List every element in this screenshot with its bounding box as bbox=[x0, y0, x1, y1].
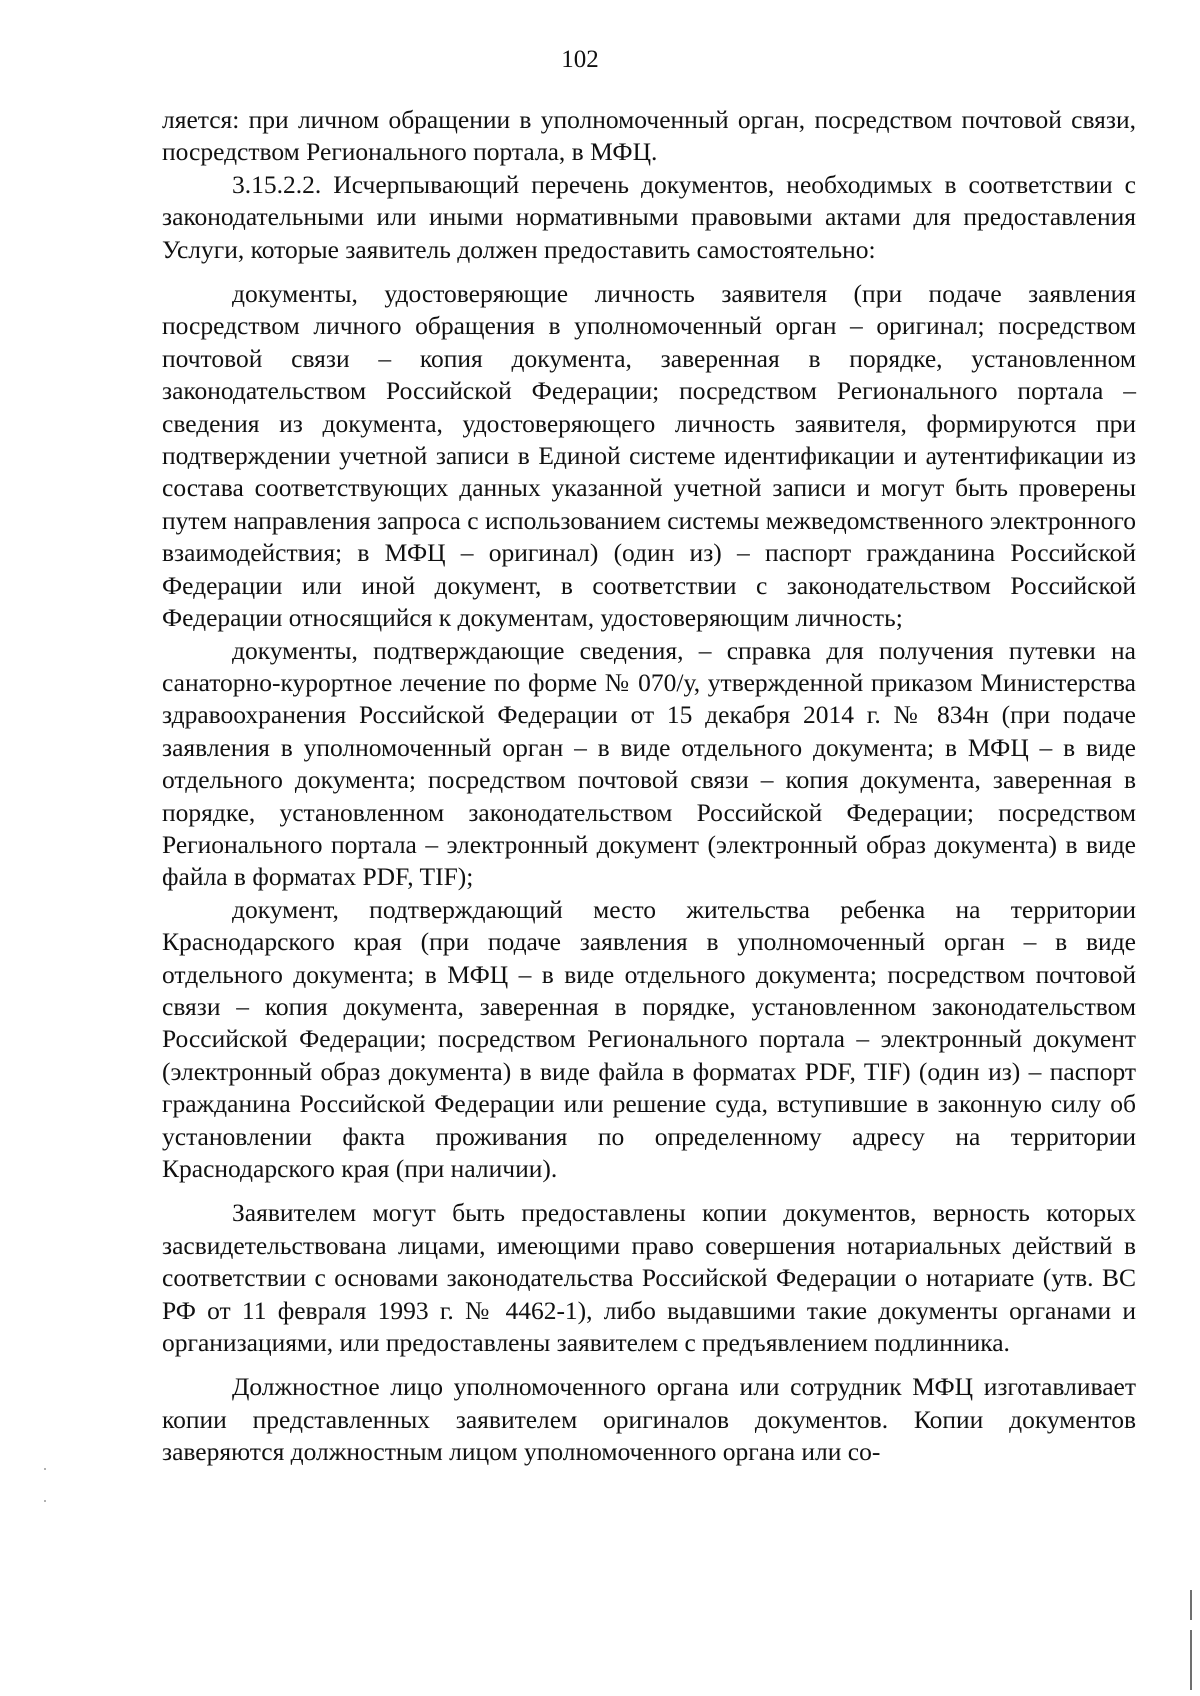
paragraph-residence-document: документ, подтверждающий место жительства ребенка на территории Краснодарского края (при подаче заявления в уполномоченный орган – в виде отдельного документа; в МФЦ – в виде отдельного документа; посредством почтовой связи – копия документа, заверенная в порядке, установленном законодательством Российской Федерации; посредством Регионального портала – электронный документ (электронный образ документа) в виде файла в форматах PDF, TIF) (один из) – паспорт гражданина Российской Федерации или решение суда, вступившие в законную силу об установлении факта проживания по определенному адресу на территории Краснодарского края (при наличии). bbox=[162, 894, 1136, 1183]
paragraph-continuation: ляется: при личном обращении в уполномоченный орган, посредством почтовой связи, посредством Регионального портала, в МФЦ. bbox=[162, 105, 1136, 167]
page-number: 102 bbox=[561, 46, 599, 73]
paragraph-confirming-documents: документы, подтверждающие сведения, – справка для получения путевки на санаторно-курортное лечение по форме № 070/у, утвержденной приказом Министерства здравоохранения Российской Федерации от 15 декабря 2014 г. № 834н (при подаче заявления в уполномоченный орган – в виде отдельного документа; в МФЦ – в виде отдельного документа; посредством почтовой связи – копия документа, заверенная в порядке, установленном законодательством Российской Федерации; посредством Регионального портала – электронный документ (электронный образ документа) в виде файла в форматах PDF, TIF); bbox=[162, 635, 1136, 892]
scan-artifact bbox=[44, 1500, 46, 1502]
paragraph-section-3-15-2-2: 3.15.2.2. Исчерпывающий перечень документов, необходимых в соответствии с законодательными или иными нормативными правовыми актами для предоставления Услуги, которые заявитель должен предоставить самостоятельно: bbox=[162, 169, 1136, 264]
scan-artifact bbox=[44, 1468, 46, 1470]
scan-edge-mark bbox=[1190, 1590, 1192, 1690]
paragraph-identity-documents: документы, удостоверяющие личность заявителя (при подаче заявления посредством личного обращения в уполномоченный орган – оригинал; посредством почтовой связи – копия документа, заверенная в порядке, установленном законодательством Российской Федерации; посредством Регионального портала – сведения из документа, удостоверяющего личность заявителя, формируются при подтверждении учетной записи в Единой системе идентификации и аутентификации из состава соответствующих данных указанной учетной записи и могут быть проверены путем направления запроса с использованием системы межведомственного электронного взаимодействия; в МФЦ – оригинал) (один из) – паспорт гражданина Российской Федерации или иной документ, в соответствии с законодательством Российской Федерации относящийся к документам, удостоверяющим личность; bbox=[162, 279, 1136, 633]
document-body bbox=[162, 104, 1136, 1469]
paragraph-certified-copies: Заявителем могут быть предоставлены копии документов, верность которых засвидетельствована лицами, имеющими право совершения нотариальных действий в соответствии с основами законодательства Российской Федерации о нотариате (утв. ВС РФ от 11 февраля 1993 г. № 4462-1), либо выдавшими такие документы органами и организациями, или предоставлены заявителем с предъявлением подлинника. bbox=[162, 1198, 1136, 1358]
paragraph-official-copies: Должностное лицо уполномоченного органа или сотрудник МФЦ изготавливает копии представленных заявителем оригиналов документов. Копии документов заверяются должностным лицом уполномоченного органа или со- bbox=[162, 1372, 1136, 1467]
